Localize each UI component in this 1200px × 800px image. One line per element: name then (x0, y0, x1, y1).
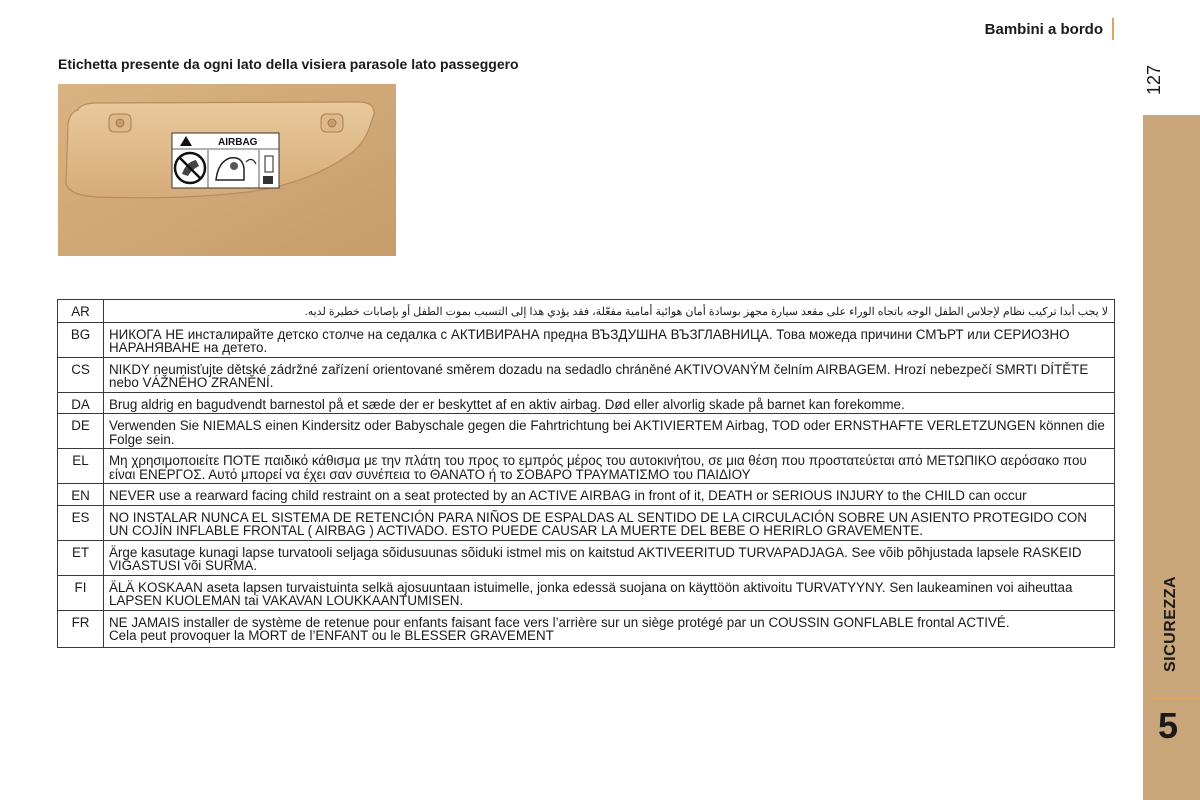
warning-text: ÄLÄ KOSKAAN aseta lapsen turvaistuinta selkä ajosuuntaan istuimelle, jonka edessä suojana on käyttöön aktivoitu TURVATYYNY. Sen laukeaminen voi aiheuttaa LAPSEN KUOLEMAN tai VAKAVAN LOUKKAANTUMISEN. (104, 575, 1115, 610)
table-row (58, 357, 1115, 392)
warning-text: Μη χρησιμοποιείτε ΠΟΤΕ παιδικό κάθισμα με την πλάτη του προς το εμπρός μέρος του αυτοκινήτου, σε μια θέση που προστατεύεται από ΜΕΤΩΠΙΚΟ αερόσακο που είναι ΕΝΕΡΓΟΣ. Αυτό μπορεί να έχει σαν συνέπεια το ΘΑΝΑΤΟ ή το ΣΟΒΑΡΟ ΤΡΑΥΜΑΤΙΣΜΟ του ΠΑΙΔΙΟΥ (104, 449, 1115, 484)
warning-text: NO INSTALAR NUNCA EL SISTEMA DE RETENCIÓN PARA NIÑOS DE ESPALDAS AL SENTIDO DE LA CIRCULACIÓN SOBRE UN ASIENTO PROTEGIDO CON UN COJÍN INFLABLE FRONTAL ( AIRBAG ) ACTIVADO. ESTO PUEDE CAUSAR LA MUERTE DEL BEBE O HERIRLO GRAVEMENTE. (104, 505, 1115, 540)
table-row (58, 322, 1115, 357)
language-code: CS (58, 357, 104, 392)
sun-visor-photo (58, 84, 396, 256)
warning-text: Brug aldrig en bagudvendt barnestol på et sæde der er beskyttet af en aktiv airbag. Død eller alvorlig skade på barnet kan forekomme. (104, 392, 1115, 414)
table-row (58, 414, 1115, 449)
language-code: AR (58, 300, 104, 323)
page-number: 127 (1143, 64, 1164, 96)
warning-text-line: NE JAMAIS installer de système de retenue pour enfants faisant face vers l’arrière sur un siège protégé par un COUSSIN GONFLABLE frontal ACTIVÉ. (109, 614, 1010, 630)
warning-text (104, 610, 1115, 647)
language-code: DE (58, 414, 104, 449)
right-clip (321, 114, 343, 132)
chapter-number: 5 (1157, 705, 1179, 746)
table-row (58, 300, 1115, 323)
warning-text: NIKDY neumisťujte dětské zádržné zařízení orientované směrem dozadu na sedadlo chráněné AKTIVOVANÝM čelním AIRBAGEM. Hrozí nebezpečí SMRTI DÍTĚTE nebo VÁŽNÉHO ZRANĚNÍ. (104, 357, 1115, 392)
chapter-tab-label: SICUREZZA (1162, 575, 1179, 673)
chapter-tab-divider (1150, 697, 1200, 700)
table-row (58, 505, 1115, 540)
warning-text: Verwenden Sie NIEMALS einen Kindersitz oder Babyschale gegen die Fahrtrichtung bei AKTIVIERTEM Airbag, TOD oder ERNSTHAFTE VERLETZUNGEN können die Folge sein. (104, 414, 1115, 449)
table-row (58, 392, 1115, 414)
language-code: ET (58, 540, 104, 575)
table-row (58, 610, 1115, 647)
left-clip (109, 114, 131, 132)
table-row (58, 449, 1115, 484)
section-title: Bambini a bordo (984, 21, 1103, 38)
language-code: EN (58, 484, 104, 506)
language-code: BG (58, 322, 104, 357)
table-row (58, 540, 1115, 575)
header-divider (1112, 18, 1114, 40)
warning-text: NEVER use a rearward facing child restraint on a seat protected by an ACTIVE AIRBAG in front of it, DEATH or SERIOUS INJURY to the CHILD can occur (104, 484, 1115, 506)
warning-text: НИКОГА НЕ инсталирайте детско столче на седалка с АКТИВИРАНА предна ВЪЗДУШНА ВЪЗГЛАВНИЦА. Това можеда причини СМЪРТ или СЕРИОЗНО НАРАНЯВАНЕ на детето. (104, 322, 1115, 357)
language-code: ES (58, 505, 104, 540)
label-airbag-text: AIRBAG (218, 137, 258, 148)
language-code: FR (58, 610, 104, 647)
language-code: DA (58, 392, 104, 414)
table-row (58, 484, 1115, 506)
language-code: FI (58, 575, 104, 610)
table-row (58, 575, 1115, 610)
multilingual-warning-table (57, 299, 1115, 648)
warning-text-line: Cela peut provoquer la MORT de l’ENFANT ou le BLESSER GRAVEMENT (109, 628, 554, 643)
language-code: EL (58, 449, 104, 484)
figure-caption: Etichetta presente da ogni lato della visiera parasole lato passeggero (58, 56, 519, 72)
warning-text: لا يجب أبدا تركيب نظام لإجلاس الطفل الوجه باتجاه الوراء على مقعد سيارة مجهز بوسادة أمان هوائية أمامية مفعّلة، فقد يؤدي هذا إلى التسبب بموت الطفل أو بإصابات خطيرة لديه. (104, 300, 1115, 323)
airbag-warning-label (172, 133, 279, 188)
warning-text: Ärge kasutage kunagi lapse turvatooli seljaga sõidusuunas sõiduki istmel mis on kaitstud AKTIVEERITUD TURVAPADJAGA. See võib põhjustada lapsele RASKEID VIGASTUSI või SURMA. (104, 540, 1115, 575)
